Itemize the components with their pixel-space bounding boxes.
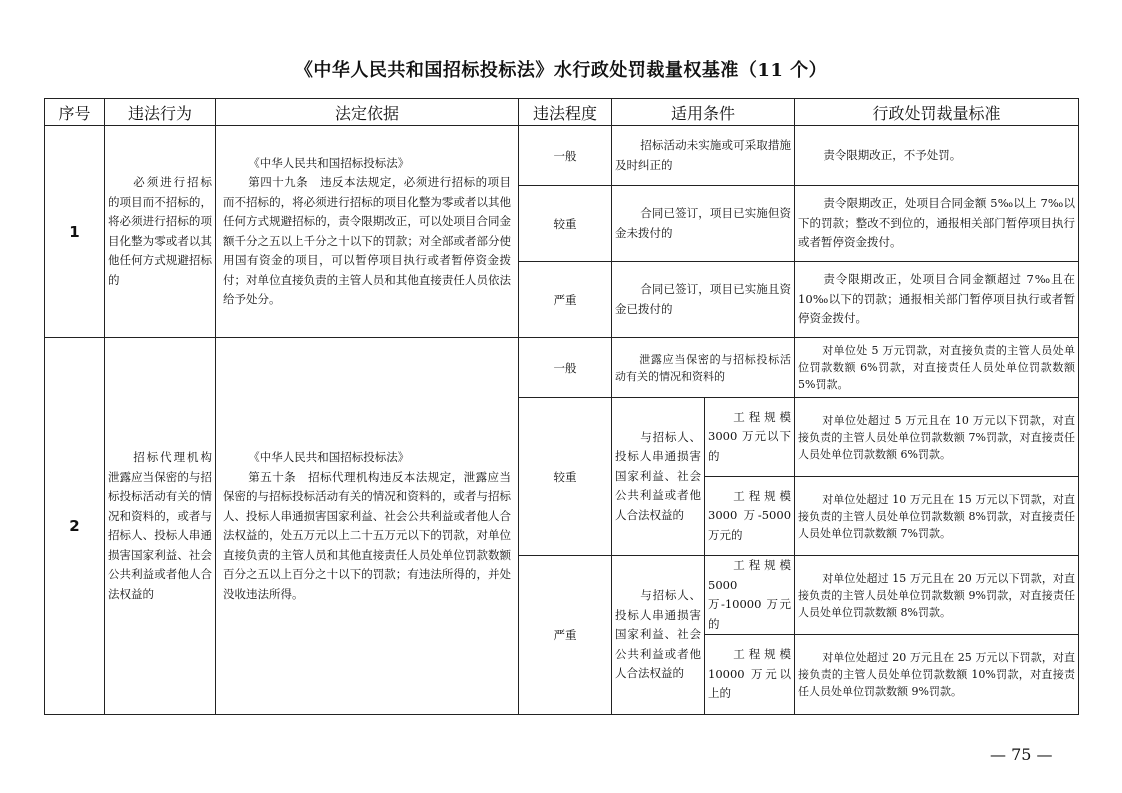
penalty-standards-table bbox=[44, 98, 1079, 715]
header-basis: 法定依据 bbox=[216, 99, 519, 126]
penalty-standard: 对单位处超过 10 万元且在 15 万元以下罚款，对直接负责的主管人员处单位罚款数额 8%罚款，对直接责任人员处单位罚款数额 7%罚款。 bbox=[795, 477, 1079, 556]
row-index: 1 bbox=[45, 126, 105, 338]
header-level: 违法程度 bbox=[519, 99, 612, 126]
violation-level: 较重 bbox=[519, 186, 612, 262]
penalty-standard: 责令限期改正，不予处罚。 bbox=[795, 126, 1079, 186]
applicable-condition: 与招标人、投标人串通损害国家利益、社会公共利益或者他人合法权益的 bbox=[612, 556, 705, 715]
basis-article-text: 第四十九条 违反本法规定，必须进行招标的项目而不招标的，将必须进行招标的项目化整为零或者以其他任何方式规避招标的，责令限期改正，可以处项目合同金额千分之五以上千分之十以下的罚款；对全部或者部分使用国有资金的项目，可以暂停项目执行或者暂停资金拨付；对单位直接负责的主管人员和其他直接责任人员依法给予处分。 bbox=[223, 175, 511, 306]
applicable-condition: 与招标人、投标人串通损害国家利益、社会公共利益或者他人合法权益的 bbox=[612, 398, 705, 556]
table-row bbox=[45, 338, 1079, 398]
legal-basis bbox=[216, 338, 519, 715]
project-scale: 工程规模 5000 万-10000 万元的 bbox=[705, 556, 795, 635]
violation-behavior: 必须进行招标的项目而不招标的，将必须进行招标的项目化整为零或者以其他任何方式规避招标的 bbox=[105, 126, 216, 338]
header-index: 序号 bbox=[45, 99, 105, 126]
violation-level: 一般 bbox=[519, 338, 612, 398]
violation-level: 严重 bbox=[519, 556, 612, 715]
page-number: — 75 — bbox=[990, 745, 1053, 764]
penalty-standard: 对单位处 5 万元罚款，对直接负责的主管人员处单位罚款数额 6%罚款，对直接责任人员处单位罚款数额 5%罚款。 bbox=[795, 338, 1079, 398]
project-scale: 工程规模 3000 万元以下的 bbox=[705, 398, 795, 477]
header-behavior: 违法行为 bbox=[105, 99, 216, 126]
applicable-condition: 泄露应当保密的与招标投标活动有关的情况和资料的 bbox=[612, 338, 795, 398]
basis-law-title: 《中华人民共和国招标投标法》 bbox=[248, 155, 410, 170]
table-row bbox=[45, 126, 1079, 186]
header-condition: 适用条件 bbox=[612, 99, 795, 126]
violation-behavior: 招标代理机构泄露应当保密的与招标投标活动有关的情况和资料的，或者与招标人、投标人串通损害国家利益、社会公共利益或者他人合法权益的 bbox=[105, 338, 216, 715]
penalty-standard: 对单位处超过 5 万元且在 10 万元以下罚款，对直接负责的主管人员处单位罚款数额 7%罚款，对直接责任人员处单位罚款数额 6%罚款。 bbox=[795, 398, 1079, 477]
table-header-row bbox=[45, 99, 1079, 126]
violation-level: 一般 bbox=[519, 126, 612, 186]
page-title: 《中华人民共和国招标投标法》水行政处罚裁量权基准（11 个） bbox=[294, 60, 828, 81]
project-scale: 工程规模 3000 万-5000 万元的 bbox=[705, 477, 795, 556]
penalty-standard: 对单位处超过 15 万元且在 20 万元以下罚款，对直接负责的主管人员处单位罚款数额 9%罚款，对直接责任人员处单位罚款数额 8%罚款。 bbox=[795, 556, 1079, 635]
penalty-standard: 对单位处超过 20 万元且在 25 万元以下罚款，对直接负责的主管人员处单位罚款数额 10%罚款，对直接责任人员处单位罚款数额 9%罚款。 bbox=[795, 635, 1079, 715]
violation-level: 较重 bbox=[519, 398, 612, 556]
basis-article-text: 第五十条 招标代理机构违反本法规定，泄露应当保密的与招标投标活动有关的情况和资料的，或者与招标人、投标人串通损害国家利益、社会公共利益或者他人合法权益的，处五万元以上二十五万元以下的罚款，对单位直接负责的主管人员和其他直接责任人员处单位罚款数额百分之五以上百分之十以下的罚款；有违法所得的，并处没收违法所得。 bbox=[223, 469, 511, 601]
basis-law-title: 《中华人民共和国招标投标法》 bbox=[248, 450, 410, 464]
applicable-condition: 合同已签订，项目已实施且资金已拨付的 bbox=[612, 262, 795, 338]
legal-basis bbox=[216, 126, 519, 338]
violation-level: 严重 bbox=[519, 262, 612, 338]
row-index: 2 bbox=[45, 338, 105, 715]
project-scale: 工程规模 10000 万元以上的 bbox=[705, 635, 795, 715]
header-standard: 行政处罚裁量标准 bbox=[795, 99, 1079, 126]
penalty-standard: 责令限期改正，处项目合同金额超过 7‰且在 10‰以下的罚款；通报相关部门暂停项目执行或者暂停资金拨付。 bbox=[795, 262, 1079, 338]
penalty-standard: 责令限期改正，处项目合同金额 5‰以上 7‰以下的罚款；整改不到位的，通报相关部门暂停项目执行或者暂停资金拨付。 bbox=[795, 186, 1079, 262]
applicable-condition: 招标活动未实施或可采取措施及时纠正的 bbox=[612, 126, 795, 186]
applicable-condition: 合同已签订，项目已实施但资金未拨付的 bbox=[612, 186, 795, 262]
